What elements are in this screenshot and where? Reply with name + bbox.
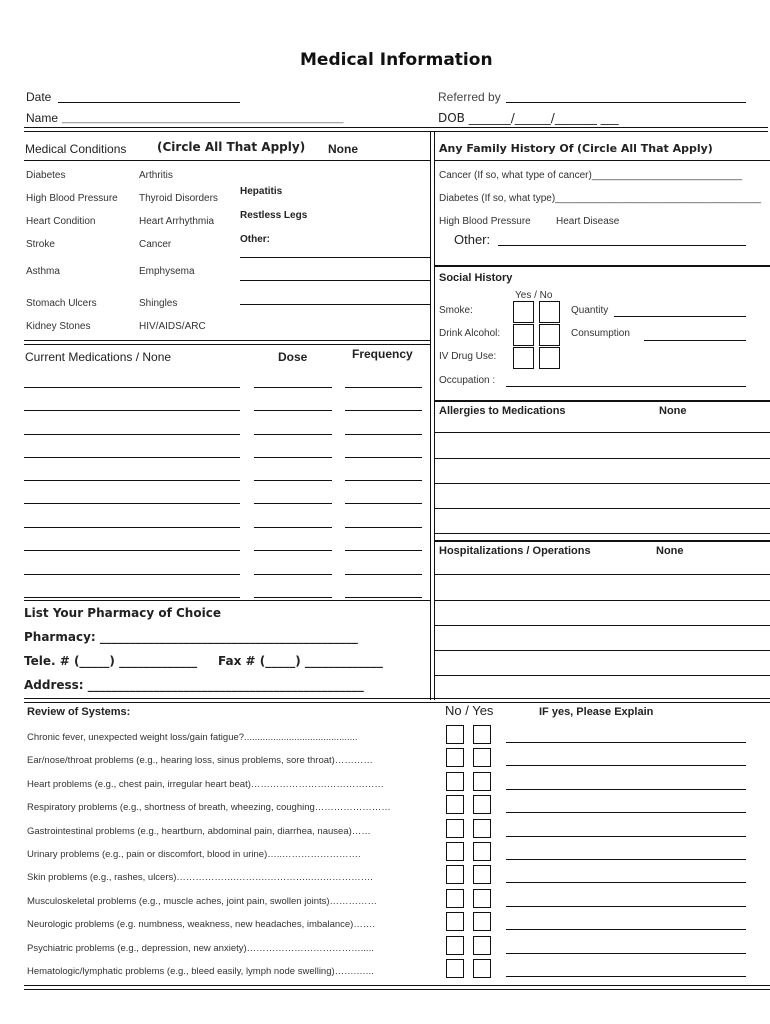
medication-name-line[interactable] xyxy=(24,387,240,388)
review-yes-checkbox[interactable] xyxy=(473,772,491,791)
allergy-line[interactable] xyxy=(435,508,770,509)
medication-name-line[interactable] xyxy=(24,550,240,551)
social-occupation-line[interactable] xyxy=(506,386,746,387)
hospitalizations-title: Hospitalizations / Operations xyxy=(439,545,591,557)
review-no-checkbox[interactable] xyxy=(446,912,464,931)
medication-dose-line[interactable] xyxy=(254,574,332,575)
other-line-1[interactable] xyxy=(240,257,430,258)
middle-divider xyxy=(24,698,770,703)
social-smoke-label: Smoke: xyxy=(439,305,473,316)
medications-bottom-rule xyxy=(24,600,430,601)
medication-name-line[interactable] xyxy=(24,410,240,411)
family-other-label: Other: xyxy=(454,232,491,247)
review-item-label: Chronic fever, unexpected weight loss/gain fatigue?........................................... xyxy=(27,732,358,743)
medication-name-line[interactable] xyxy=(24,480,240,481)
review-yes-checkbox[interactable] xyxy=(473,912,491,931)
bottom-divider xyxy=(24,985,770,990)
review-explain-line[interactable] xyxy=(506,812,746,813)
medication-dose-line[interactable] xyxy=(254,434,332,435)
medication-frequency-line[interactable] xyxy=(345,597,422,598)
condition-kidney-stones[interactable]: Kidney Stones xyxy=(26,321,91,332)
pharmacy-field[interactable]: Pharmacy: ___________________________________________ xyxy=(24,630,358,644)
review-no-checkbox[interactable] xyxy=(446,795,464,814)
review-item-label: Hematologic/lymphatic problems (e.g., bleed easily, lymph node swelling)…….…... xyxy=(27,966,374,977)
medication-dose-line[interactable] xyxy=(254,597,332,598)
allergy-line[interactable] xyxy=(435,533,770,534)
social-yes-no-header: Yes / No xyxy=(515,290,553,301)
review-no-checkbox[interactable] xyxy=(446,959,464,978)
review-item-label: Neurologic problems (e.g. numbness, weakness, new headaches, imbalance)……. xyxy=(27,919,375,930)
condition-shingles[interactable]: Shingles xyxy=(139,298,178,309)
condition-asthma[interactable]: Asthma xyxy=(26,266,60,277)
medication-dose-line[interactable] xyxy=(254,410,332,411)
social-consumption-label: Consumption xyxy=(571,328,630,339)
review-explain-line[interactable] xyxy=(506,789,746,790)
smoke-no-checkbox[interactable] xyxy=(539,301,560,323)
allergy-line[interactable] xyxy=(435,458,770,459)
review-item-label: Ear/nose/throat problems (e.g., hearing loss, sinus problems, sore throat)………… xyxy=(27,755,373,766)
condition-hepatitis[interactable]: Hepatitis xyxy=(240,186,283,197)
medication-name-line[interactable] xyxy=(24,434,240,435)
social-history-title: Social History xyxy=(439,272,513,284)
review-explain-line[interactable] xyxy=(506,859,746,860)
review-no-checkbox[interactable] xyxy=(446,748,464,767)
review-yes-checkbox[interactable] xyxy=(473,842,491,861)
drink-yes-checkbox[interactable] xyxy=(513,324,534,346)
medication-dose-line[interactable] xyxy=(254,503,332,504)
review-item-label: Psychiatric problems (e.g., depression, new anxiety)………………………………..... xyxy=(27,943,374,954)
social-consumption-line[interactable] xyxy=(644,340,746,341)
review-no-checkbox[interactable] xyxy=(446,842,464,861)
medication-frequency-line[interactable] xyxy=(345,434,422,435)
review-explain-line[interactable] xyxy=(506,953,746,954)
review-explain-line[interactable] xyxy=(506,906,746,907)
pharmacy-title: List Your Pharmacy of Choice xyxy=(24,606,221,620)
dob-field[interactable]: DOB _______/______/_______ ___ xyxy=(438,111,619,125)
allergies-top-rule xyxy=(435,400,770,402)
medication-frequency-line[interactable] xyxy=(345,550,422,551)
hosp-top-rule xyxy=(435,540,770,542)
review-yes-checkbox[interactable] xyxy=(473,959,491,978)
condition-stomach-ulcers[interactable]: Stomach Ulcers xyxy=(26,298,97,309)
medication-dose-line[interactable] xyxy=(254,550,332,551)
referred-label: Referred by xyxy=(438,90,501,104)
medication-frequency-line[interactable] xyxy=(345,574,422,575)
review-yes-checkbox[interactable] xyxy=(473,795,491,814)
medication-dose-line[interactable] xyxy=(254,480,332,481)
medication-name-line[interactable] xyxy=(24,457,240,458)
drink-no-checkbox[interactable] xyxy=(539,324,560,346)
medication-name-line[interactable] xyxy=(24,527,240,528)
smoke-yes-checkbox[interactable] xyxy=(513,301,534,323)
other-line-2[interactable] xyxy=(240,280,430,281)
hospitalization-line[interactable] xyxy=(435,650,770,651)
review-explain-line[interactable] xyxy=(506,742,746,743)
condition-thyroid-disorders[interactable]: Thyroid Disorders xyxy=(139,193,218,204)
review-item-label: Respiratory problems (e.g., shortness of breath, wheezing, coughing…………………… xyxy=(27,802,391,813)
family-top-rule xyxy=(435,160,770,161)
conditions-top-rule xyxy=(24,160,430,161)
social-quantity-line[interactable] xyxy=(614,316,746,317)
review-no-checkbox[interactable] xyxy=(446,936,464,955)
review-yes-checkbox[interactable] xyxy=(473,819,491,838)
review-explain-line[interactable] xyxy=(506,882,746,883)
medical-conditions-title: Medical Conditions xyxy=(25,142,127,156)
hospitalization-line[interactable] xyxy=(435,675,770,676)
conditions-bottom-rule xyxy=(24,340,430,345)
review-item-label: Heart problems (e.g., chest pain, irregular heart beat)…………………………………… xyxy=(27,779,384,790)
social-occupation-label: Occupation : xyxy=(439,375,496,386)
review-yes-checkbox[interactable] xyxy=(473,936,491,955)
page-title: Medical Information xyxy=(300,50,493,70)
column-divider xyxy=(430,132,435,700)
social-quantity-label: Quantity xyxy=(571,305,609,316)
review-explain-line[interactable] xyxy=(506,836,746,837)
condition-diabetes[interactable]: Diabetes xyxy=(26,170,66,181)
hospitalizations-none[interactable]: None xyxy=(656,545,684,557)
medications-title: Current Medications / None xyxy=(25,350,172,364)
medications-frequency-header: Frequency xyxy=(352,347,413,361)
review-yes-checkbox[interactable] xyxy=(473,748,491,767)
pharmacy-tele-field[interactable]: Tele. # (_____) _____________ xyxy=(24,654,198,668)
family-high-blood-pressure[interactable]: High Blood Pressure xyxy=(439,216,531,227)
hospitalization-line[interactable] xyxy=(435,625,770,626)
iv-yes-checkbox[interactable] xyxy=(513,347,534,369)
review-yes-checkbox[interactable] xyxy=(473,725,491,744)
allergies-title: Allergies to Medications xyxy=(439,405,566,417)
date-field[interactable] xyxy=(58,102,240,103)
pharmacy-fax-field[interactable]: Fax # (_____) _____________ xyxy=(218,654,383,668)
pharmacy-address-field[interactable]: Address: ______________________________________________ xyxy=(24,678,364,692)
medications-dose-header: Dose xyxy=(278,350,308,364)
other-line-3[interactable] xyxy=(240,304,430,305)
medication-dose-line[interactable] xyxy=(254,527,332,528)
review-item-label: Gastrointestinal problems (e.g., heartburn, abdominal pain, diarrhea, nausea)…… xyxy=(27,826,371,837)
referred-field[interactable] xyxy=(506,102,746,103)
social-drink-label: Drink Alcohol: xyxy=(439,328,501,339)
review-no-checkbox[interactable] xyxy=(446,725,464,744)
review-item-label: Urinary problems (e.g., pain or discomfort, blood in urine)…..……………………. xyxy=(27,849,361,860)
review-no-checkbox[interactable] xyxy=(446,772,464,791)
iv-no-checkbox[interactable] xyxy=(539,347,560,369)
allergy-line[interactable] xyxy=(435,432,770,433)
condition-emphysema[interactable]: Emphysema xyxy=(139,266,195,277)
review-explain-line[interactable] xyxy=(506,929,746,930)
medication-frequency-line[interactable] xyxy=(345,410,422,411)
medication-frequency-line[interactable] xyxy=(345,527,422,528)
condition-stroke[interactable]: Stroke xyxy=(26,239,55,250)
medication-frequency-line[interactable] xyxy=(345,480,422,481)
medication-dose-line[interactable] xyxy=(254,387,332,388)
family-history-instruction: (Circle All That Apply) xyxy=(577,142,713,155)
review-yes-checkbox[interactable] xyxy=(473,889,491,908)
hospitalization-line[interactable] xyxy=(435,600,770,601)
social-top-rule xyxy=(435,265,770,267)
family-history-title: Any Family History Of xyxy=(439,142,574,155)
review-explain-header: IF yes, Please Explain xyxy=(539,706,654,718)
review-no-checkbox[interactable] xyxy=(446,865,464,884)
review-no-checkbox[interactable] xyxy=(446,819,464,838)
review-explain-line[interactable] xyxy=(506,765,746,766)
social-iv-label: IV Drug Use: xyxy=(439,351,497,362)
review-no-checkbox[interactable] xyxy=(446,889,464,908)
medical-conditions-instruction: (Circle All That Apply) xyxy=(157,140,306,154)
family-heart-disease[interactable]: Heart Disease xyxy=(556,216,620,227)
condition-heart-condition[interactable]: Heart Condition xyxy=(26,216,96,227)
medication-dose-line[interactable] xyxy=(254,457,332,458)
condition-cancer[interactable]: Cancer xyxy=(139,239,172,250)
condition-restless-legs[interactable]: Restless Legs xyxy=(240,210,308,221)
date-label: Date xyxy=(26,90,52,104)
family-diabetes[interactable]: Diabetes (If so, what type)_____________________________________ xyxy=(439,193,761,204)
condition-heart-arrhythmia[interactable]: Heart Arrhythmia xyxy=(139,216,215,227)
condition-arthritis[interactable]: Arthritis xyxy=(139,170,173,181)
allergies-none[interactable]: None xyxy=(659,405,687,417)
review-explain-line[interactable] xyxy=(506,976,746,977)
review-yes-checkbox[interactable] xyxy=(473,865,491,884)
condition-high-blood-pressure[interactable]: High Blood Pressure xyxy=(26,193,118,204)
condition-other-label: Other: xyxy=(240,234,270,245)
allergy-line[interactable] xyxy=(435,483,770,484)
medication-frequency-line[interactable] xyxy=(345,503,422,504)
medication-name-line[interactable] xyxy=(24,597,240,598)
review-title: Review of Systems: xyxy=(27,706,131,718)
condition-hiv[interactable]: HIV/AIDS/ARC xyxy=(139,321,206,332)
medication-name-line[interactable] xyxy=(24,503,240,504)
family-cancer[interactable]: Cancer (If so, what type of cancer)___________________________ xyxy=(439,170,743,181)
medication-name-line[interactable] xyxy=(24,574,240,575)
name-field[interactable]: ______________________________________________ xyxy=(62,112,344,124)
medication-frequency-line[interactable] xyxy=(345,457,422,458)
review-no-yes-header: No / Yes xyxy=(445,703,494,718)
review-item-label: Skin problems (e.g., rashes, ulcers)……………….……….…………..….……………. xyxy=(27,872,373,883)
medication-frequency-line[interactable] xyxy=(345,387,422,388)
hospitalization-line[interactable] xyxy=(435,574,770,575)
family-other-line[interactable] xyxy=(498,245,746,246)
medical-conditions-none[interactable]: None xyxy=(328,142,358,156)
top-divider xyxy=(24,127,768,132)
name-label: Name xyxy=(26,111,59,125)
review-item-label: Musculoskeletal problems (e.g., muscle aches, joint pain, swollen joints)…………… xyxy=(27,896,378,907)
